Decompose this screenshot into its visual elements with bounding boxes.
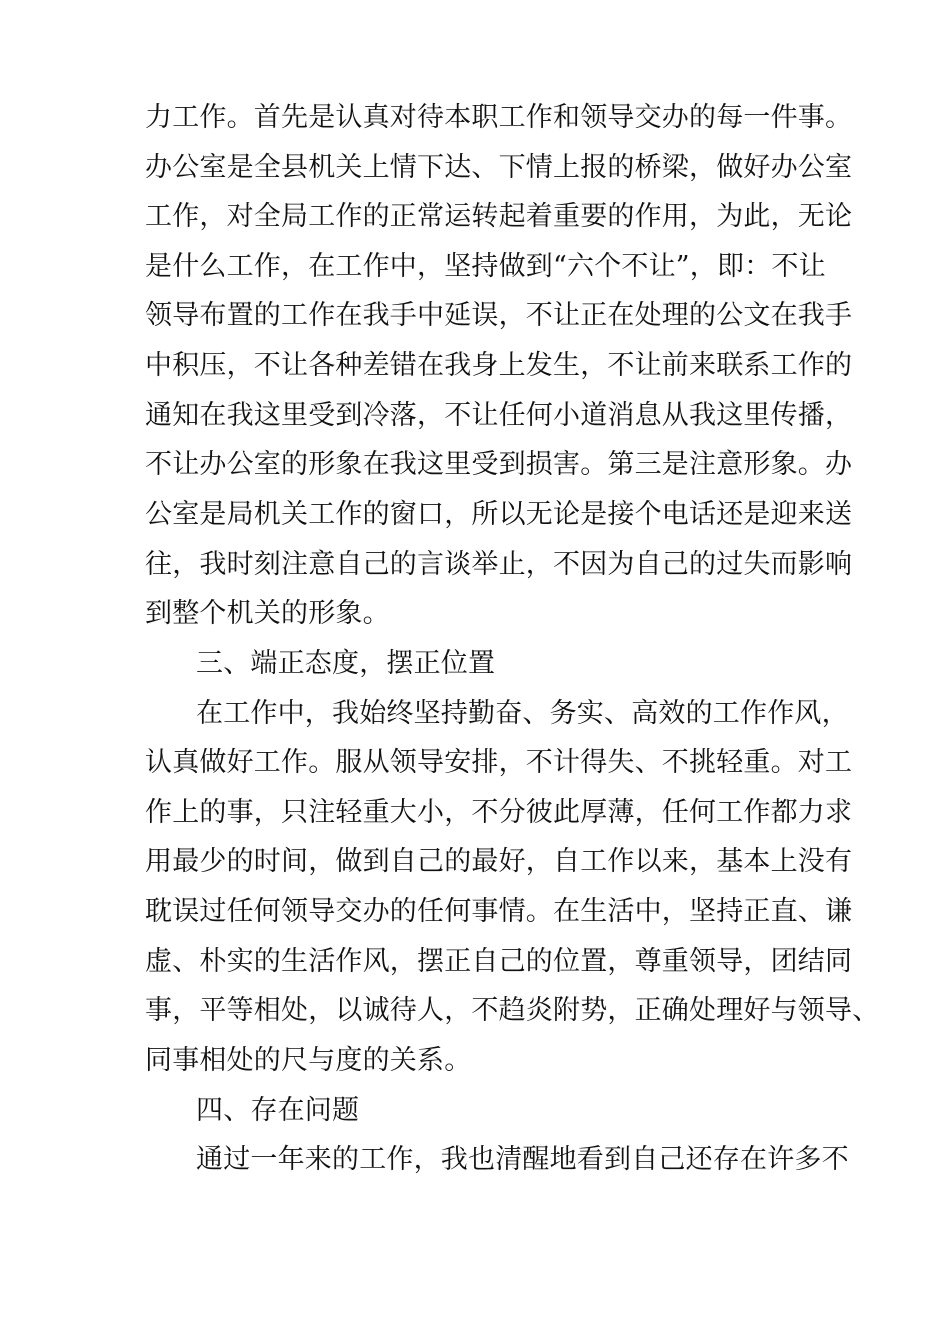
paragraph-line: 到整个机关的形象。 xyxy=(145,598,390,629)
section-heading: 三、端正态度，摆正位置 xyxy=(196,648,496,679)
paragraph-line: 办公室是全县机关上情下达、下情上报的桥梁，做好办公室 xyxy=(145,152,853,183)
paragraph-line: 耽误过任何领导交办的任何事情。在生活中，坚持正直、谦 xyxy=(145,896,853,927)
paragraph-line: 公室是局机关工作的窗口，所以无论是接个电话还是迎来送 xyxy=(145,499,853,530)
paragraph-line: 力工作。首先是认真对待本职工作和领导交办的每一件事。 xyxy=(145,102,853,133)
paragraph-line: 通过一年来的工作，我也清醒地看到自己还存在许多不 xyxy=(196,1144,849,1175)
paragraph-line: 认真做好工作。服从领导安排，不计得失、不挑轻重。对工 xyxy=(145,747,853,778)
paragraph-line: 虚、朴实的生活作风，摆正自己的位置，尊重领导，团结同 xyxy=(145,946,853,977)
paragraph-line: 在工作中，我始终坚持勤奋、务实、高效的工作作风， xyxy=(196,698,849,729)
section-heading: 四、存在问题 xyxy=(196,1095,360,1126)
paragraph-line: 是什么工作，在工作中，坚持做到“六个不让”，即：不让 xyxy=(145,251,826,282)
paragraph-line: 同事相处的尺与度的关系。 xyxy=(145,1045,472,1076)
paragraph-line: 作上的事，只注轻重大小，不分彼此厚薄，任何工作都力求 xyxy=(145,797,853,828)
paragraph-line: 领导布置的工作在我手中延误，不让正在处理的公文在我手 xyxy=(145,300,853,331)
paragraph-line: 往，我时刻注意自己的言谈举止，不因为自己的过失而影响 xyxy=(145,549,853,580)
paragraph-line: 事，平等相处，以诚待人，不趋炎附势，正确处理好与领导、 xyxy=(145,995,880,1026)
paragraph-line: 工作，对全局工作的正常运转起着重要的作用，为此，无论 xyxy=(145,201,853,232)
paragraph-line: 用最少的时间，做到自己的最好，自工作以来，基本上没有 xyxy=(145,846,853,877)
paragraph-line: 不让办公室的形象在我这里受到损害。第三是注意形象。办 xyxy=(145,449,853,480)
paragraph-line: 通知在我这里受到冷落，不让任何小道消息从我这里传播， xyxy=(145,400,853,431)
paragraph-line: 中积压，不让各种差错在我身上发生，不让前来联系工作的 xyxy=(145,350,853,381)
